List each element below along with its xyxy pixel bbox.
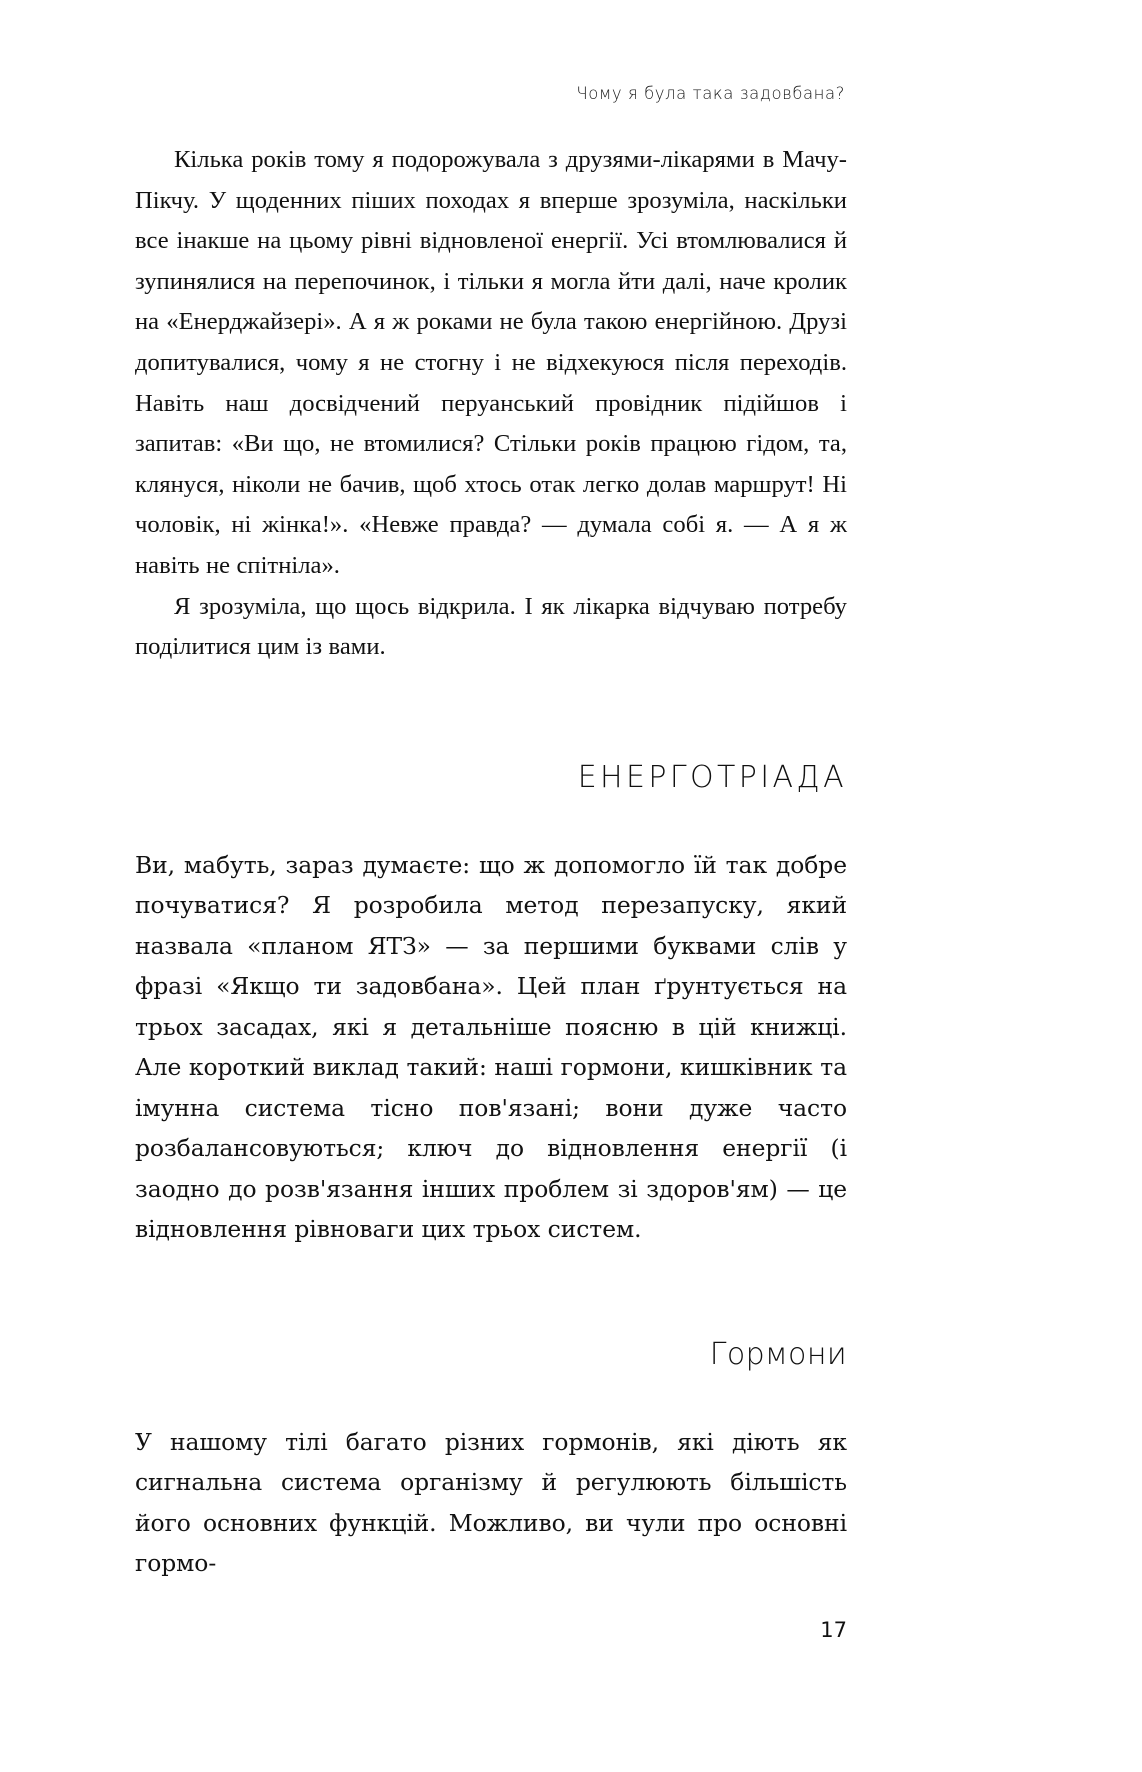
section-paragraph-1: Ви, мабуть, зараз думаєте: що ж допомогло їй так добре почуватися? Я розробила метод перезапуску, який назвала «планом ЯТЗ» — за першими буквами слів у фразі «Якщо ти задовбана». Цей план ґрунтується на трьох засадах, які я детальніше поясню в цій книжці. Але короткий виклад такий: наші гормони, кишківник та імунна система тісно пов'язані; вони дуже часто розбалансовуються; ключ до відновлення енергії (і заодно до розв'язання інших проблем зі здоров'ям) — це відновлення рівноваги цих трьох систем. <box>135 850 847 1244</box>
body-paragraph-1: Кілька років тому я подорожувала з друзями-лікарями в Мачу-Пікчу. У щоденних піших походах я вперше зрозуміла, наскільки все інакше на цьому рівні відновленої енергії. Усі втомлювалися й зупинялися на перепочинок, і тільки я могла йти далі, наче кролик на «Енерджайзері». А я ж роками не була такою енергійною. Друзі допитувалися, чому я не стогну і не відхекуюся після переходів. Навіть наш досвідчений перуанський провідник підійшов і запитав: «Ви що, не втомилися? Стільки років працюю гідом, та, клянуся, ніколи не бачив, щоб хтось отак легко долав маршрут! Ні чоловік, ні жінка!». «Невже правда? — думала собі я. — А я ж навіть не спітніла». <box>135 146 847 579</box>
subsection-paragraph-1: У нашому тілі багато різних гормонів, які діють як сигнальна система організму й регулюють більшість його основних функцій. Можливо, ви чули про основні гормо- <box>135 1427 847 1578</box>
text-column <box>135 140 847 1584</box>
spacer-after-sub-heading <box>135 1370 847 1422</box>
page-number: 17 <box>820 1618 847 1642</box>
sub-heading-hormony: Гормони <box>709 1336 847 1372</box>
spacer-before-section-heading <box>135 668 847 763</box>
running-header: Чому я була така задовбана? <box>576 84 845 103</box>
spacer-before-sub-heading <box>135 1250 847 1340</box>
body-paragraph-2: Я зрозуміла, що щось відкрила. І як лікарка відчуваю потребу поділитися цим із вами. <box>135 592 847 661</box>
section-heading-energotriada: ЕНЕРГОТРІАДА <box>577 759 847 795</box>
spacer-after-section-heading <box>135 793 847 845</box>
